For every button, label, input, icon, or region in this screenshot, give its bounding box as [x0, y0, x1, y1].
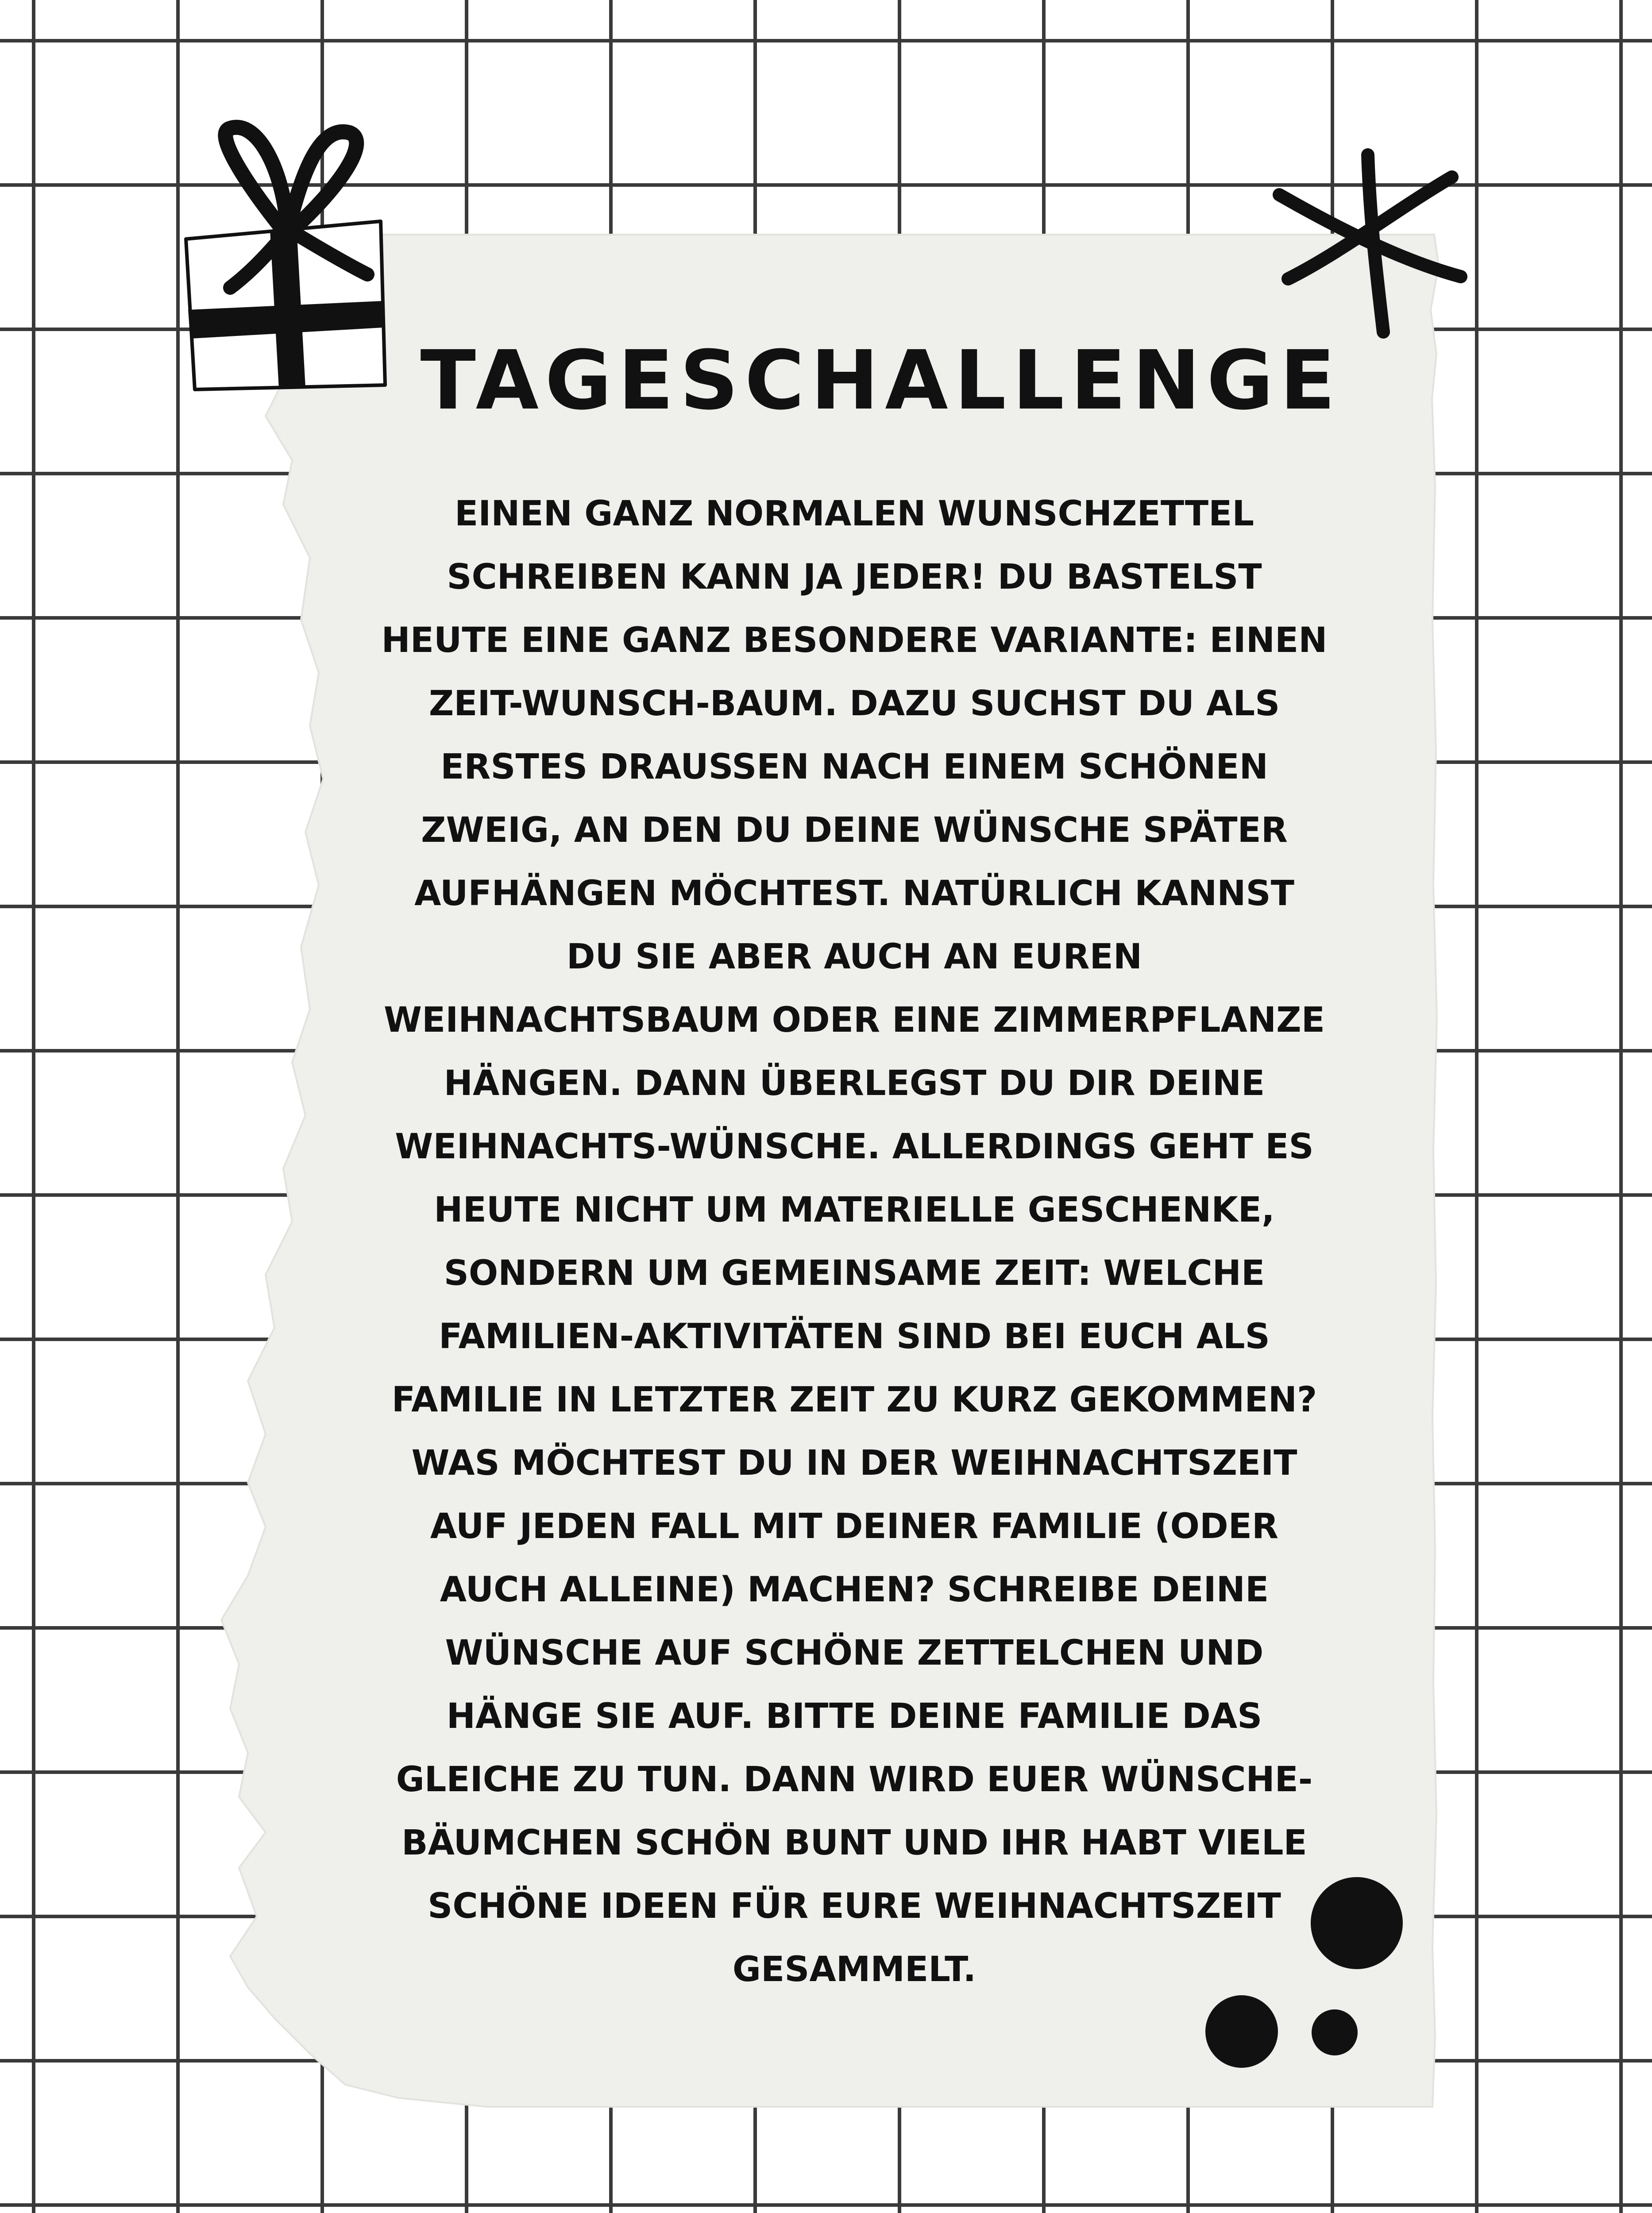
- challenge-body: [354, 482, 1355, 1987]
- body-line: GESAMMELT.: [732, 1950, 977, 1989]
- body-line: WAS MÖCHTEST DU IN DER WEIHNACHTSZEIT: [411, 1443, 1297, 1483]
- body-line: FAMILIEN-AKTIVITÄTEN SIND BEI EUCH ALS: [439, 1317, 1270, 1357]
- body-line: HEUTE EINE GANZ BESONDERE VARIANTE: EINEN: [381, 621, 1328, 660]
- body-line: ERSTES DRAUSSEN NACH EINEM SCHÖNEN: [440, 747, 1268, 787]
- body-line: AUFHÄNGEN MÖCHTEST. NATÜRLICH KANNST: [414, 874, 1294, 914]
- body-line: FAMILIE IN LETZTER ZEIT ZU KURZ GEKOMMEN?: [391, 1380, 1317, 1420]
- body-line: BÄUMCHEN SCHÖN BUNT UND IHR HABT VIELE: [401, 1823, 1307, 1863]
- body-line: WÜNSCHE AUF SCHÖNE ZETTELCHEN UND: [445, 1633, 1264, 1673]
- body-line: HÄNGEN. DANN ÜBERLEGST DU DIR DEINE: [444, 1064, 1265, 1103]
- body-line: ZEIT-WUNSCH-BAUM. DAZU SUCHST DU ALS: [428, 684, 1280, 724]
- challenge-title: TAGESCHALLENGE: [420, 333, 1342, 428]
- body-line: HEUTE NICHT UM MATERIELLE GESCHENKE,: [434, 1190, 1275, 1230]
- body-line: AUF JEDEN FALL MIT DEINER FAMILIE (ODER: [430, 1507, 1279, 1546]
- body-line: DU SIE ABER AUCH AN EUREN: [566, 937, 1143, 977]
- body-line: EINEN GANZ NORMALEN WUNSCHZETTEL: [454, 494, 1254, 534]
- body-line: AUCH ALLEINE) MACHEN? SCHREIBE DEINE: [440, 1570, 1269, 1610]
- body-line: ZWEIG, AN DEN DU DEINE WÜNSCHE SPÄTER: [421, 810, 1288, 850]
- body-line: WEIHNACHTS-WÜNSCHE. ALLERDINGS GEHT ES: [395, 1127, 1314, 1167]
- body-line: GLEICHE ZU TUN. DANN WIRD EUER WÜNSCHE-: [396, 1760, 1313, 1800]
- body-line: HÄNGE SIE AUF. BITTE DEINE FAMILIE DAS: [446, 1696, 1262, 1736]
- body-line: WEIHNACHTSBAUM ODER EINE ZIMMERPFLANZE: [383, 1000, 1325, 1040]
- body-line: SCHÖNE IDEEN FÜR EURE WEIHNACHTSZEIT: [428, 1886, 1281, 1926]
- body-line: SCHREIBEN KANN JA JEDER! DU BASTELST: [447, 557, 1262, 597]
- body-line: SONDERN UM GEMEINSAME ZEIT: WELCHE: [444, 1253, 1265, 1293]
